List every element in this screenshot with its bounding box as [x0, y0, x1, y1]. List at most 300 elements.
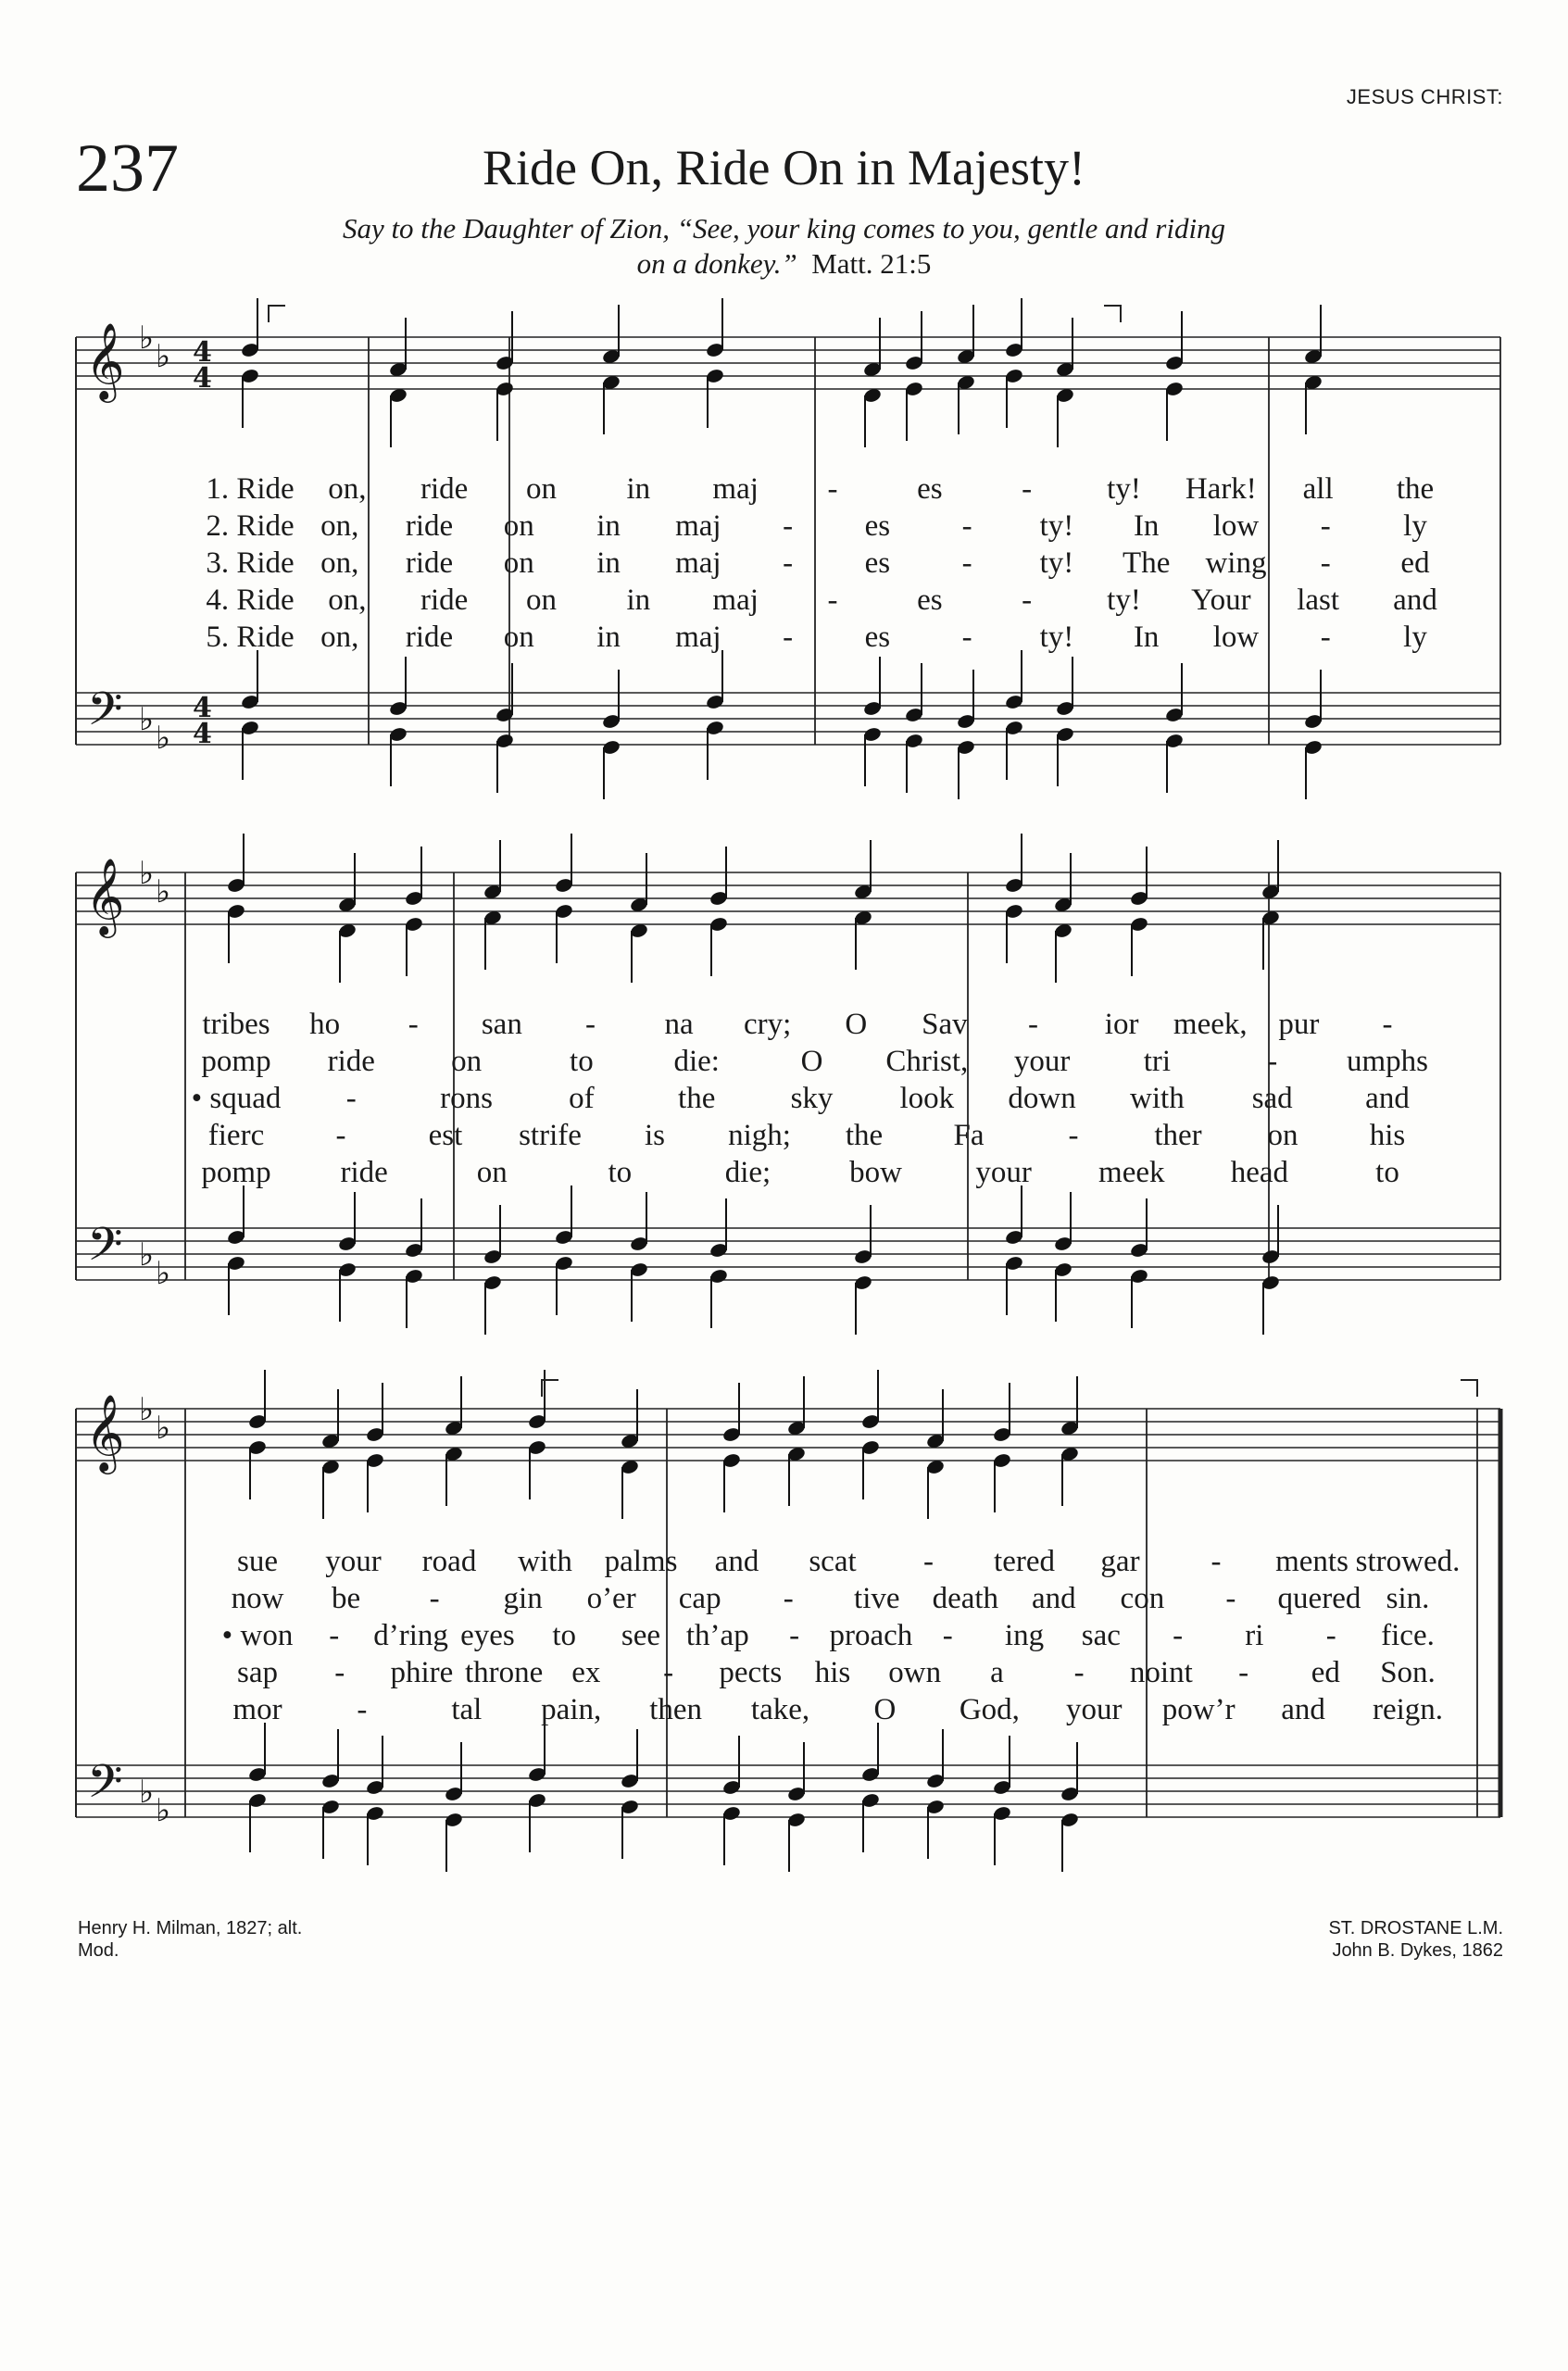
lyric-syllable: to	[570, 1045, 594, 1078]
lyric-syllable: a	[990, 1656, 1004, 1689]
lyric-syllable: with	[518, 1545, 572, 1578]
alto-note	[240, 368, 259, 428]
lyric-syllable: his	[1369, 1119, 1406, 1152]
phrase-bracket-left	[269, 306, 285, 322]
lyric-syllable: gin	[503, 1582, 543, 1615]
lyric-syllable: sky	[790, 1082, 834, 1115]
tenor-note	[320, 1729, 340, 1789]
soprano-note	[388, 318, 408, 378]
lyric-syllable: death	[932, 1582, 999, 1615]
tenor-note	[956, 670, 975, 730]
lyric-syllable: maj	[712, 472, 759, 506]
lyric-syllable: rons	[440, 1082, 494, 1115]
lyric-syllable: ride	[420, 583, 469, 617]
lyric-hyphen: -	[1325, 1619, 1336, 1652]
lyric-syllable: then	[649, 1693, 703, 1726]
bass-note	[247, 1792, 267, 1852]
lyric-syllable: and	[1281, 1693, 1325, 1726]
lyric-syllable: low	[1212, 509, 1260, 543]
lyric-syllable: con	[1120, 1582, 1165, 1615]
lyric-syllable: ty!	[1039, 509, 1074, 543]
lyric-hyphen: -	[1320, 621, 1331, 654]
tune-name: ST. DROSTANE L.M.	[1328, 1918, 1503, 1938]
bass-note	[1164, 733, 1184, 793]
tenor-note	[527, 1723, 546, 1783]
soprano-note	[862, 318, 882, 378]
lyric-syllable: strowed.	[1355, 1545, 1461, 1578]
lyric-hyphen: -	[942, 1619, 953, 1652]
lyric-syllable: road	[421, 1545, 477, 1578]
lyric-syllable: Hark!	[1185, 472, 1257, 506]
lyric-syllable: and	[1393, 583, 1437, 617]
epigraph-line-1: Say to the Daughter of Zion, “See, your king comes to you, gentle and riding	[342, 212, 1226, 245]
lyric-syllable: Son.	[1380, 1656, 1436, 1689]
lyric-syllable: on,	[328, 472, 367, 506]
soprano-note	[1261, 840, 1280, 900]
time-signature-numerator: 4	[193, 336, 212, 369]
alto-note	[554, 903, 573, 963]
soprano-note	[247, 1370, 267, 1430]
lyric-syllable: Christ,	[885, 1045, 969, 1078]
soprano-note	[226, 834, 245, 894]
bass-note	[721, 1805, 741, 1865]
lyric-syllable: on,	[320, 509, 359, 543]
lyric-syllable: es	[864, 546, 891, 580]
lyric-syllable: In	[1133, 621, 1160, 654]
lyric-syllable: take,	[750, 1693, 810, 1726]
alto-note	[226, 903, 245, 963]
lyric-syllable: on,	[320, 546, 359, 580]
lyric-syllable: in	[626, 583, 651, 617]
alto-note	[495, 381, 514, 441]
lyric-hyphen: -	[827, 472, 838, 506]
tenor-note	[444, 1742, 463, 1802]
composer: John B. Dykes, 1862	[1332, 1940, 1503, 1961]
alto-note	[1261, 910, 1280, 970]
lyric-syllable: with	[1130, 1082, 1185, 1115]
bass-note	[904, 733, 923, 793]
lyric-syllable: cap	[678, 1582, 721, 1615]
lyric-syllable: meek,	[1173, 1008, 1248, 1041]
soprano-note	[709, 847, 728, 907]
lyric-syllable: his	[814, 1656, 851, 1689]
tenor-note	[620, 1729, 639, 1789]
time-signature-denominator: 4	[193, 362, 212, 395]
lyric-syllable: reign.	[1372, 1693, 1444, 1726]
lyric-syllable: ri	[1245, 1619, 1264, 1652]
tenor-note	[705, 650, 724, 710]
music-system-2	[76, 872, 1500, 1280]
lyric-syllable: fierc	[207, 1119, 265, 1152]
soprano-note	[853, 840, 872, 900]
tenor-note	[629, 1192, 648, 1252]
bass-staff	[76, 1765, 1500, 1817]
alto-note	[629, 922, 648, 983]
lyric-hyphen: -	[663, 1656, 674, 1689]
lyric-syllable: to	[552, 1619, 577, 1652]
bass-note	[853, 1274, 872, 1335]
tune-credit	[1328, 1917, 1503, 1962]
lyric-syllable: Sav	[922, 1008, 968, 1041]
lyric-syllable: ly	[1403, 509, 1427, 543]
tenor-note	[1004, 1186, 1023, 1246]
alto-note	[860, 1439, 880, 1499]
lyric-syllable: In	[1133, 509, 1160, 543]
hymn-number: 237	[76, 131, 179, 207]
bass-note	[992, 1805, 1011, 1865]
lyric-syllable: es	[864, 509, 891, 543]
lyric-syllable: on	[451, 1045, 483, 1078]
lyric-syllable: of	[569, 1082, 595, 1115]
lyric-syllable: pects	[719, 1656, 783, 1689]
treble-staff	[76, 1409, 1500, 1461]
lyric-syllable: phire	[390, 1656, 454, 1689]
lyric-syllable: on	[503, 509, 534, 543]
bass-note	[388, 726, 408, 786]
lyric-syllable: in	[596, 621, 621, 654]
lyric-syllable: ho	[309, 1008, 341, 1041]
lyric-syllable: and	[714, 1545, 759, 1578]
alto-note	[862, 387, 882, 447]
lyric-syllable: maj	[712, 583, 759, 617]
lyric-syllable: ride	[405, 546, 454, 580]
soprano-note	[483, 840, 502, 900]
tenor-note	[1261, 1205, 1280, 1265]
flat-icon: ♭	[156, 1255, 171, 1292]
lyric-syllable: own	[888, 1656, 942, 1689]
lyric-syllable: pow’r	[1161, 1693, 1236, 1726]
lyric-hyphen: -	[357, 1693, 368, 1726]
bass-note	[925, 1799, 945, 1859]
lyric-syllable: • squad	[191, 1082, 282, 1115]
lyric-syllable: and	[1365, 1082, 1410, 1115]
lyric-syllable: ior	[1104, 1008, 1139, 1041]
lyric-syllable: ride	[340, 1156, 388, 1189]
lyric-syllable: to	[608, 1156, 633, 1189]
lyric-hyphen: -	[1238, 1656, 1249, 1689]
lyric-syllable: O	[873, 1693, 897, 1726]
soprano-note	[337, 853, 357, 913]
lyric-hyphen: -	[1028, 1008, 1039, 1041]
alto-note	[337, 922, 357, 983]
lyric-syllable: pomp	[201, 1045, 271, 1078]
lyric-syllable: on	[526, 472, 557, 506]
alto-note	[956, 374, 975, 434]
alto-note	[705, 368, 724, 428]
lyric-syllable: ty!	[1039, 546, 1074, 580]
lyric-syllable: ty!	[1107, 472, 1141, 506]
lyric-syllable: be	[331, 1582, 361, 1615]
bass-note	[240, 720, 259, 780]
bass-note	[1129, 1268, 1148, 1328]
flat-icon: ♭	[139, 1391, 155, 1428]
soprano-note	[404, 847, 423, 907]
lyric-syllable: down	[1008, 1082, 1076, 1115]
tenor-note	[601, 670, 621, 730]
lyric-syllable: ex	[571, 1656, 601, 1689]
alto-note	[483, 910, 502, 970]
tenor-note	[1004, 650, 1023, 710]
alto-note	[721, 1452, 741, 1512]
alto-note	[601, 374, 621, 434]
tenor-note	[1053, 1192, 1073, 1252]
flat-icon: ♭	[139, 1236, 155, 1273]
lyric-hyphen: -	[827, 583, 838, 617]
lyric-hyphen: -	[783, 621, 794, 654]
alto-note	[1004, 368, 1023, 428]
lyric-syllable: pain,	[541, 1693, 602, 1726]
tenor-note	[240, 650, 259, 710]
lyric-syllable: ty!	[1039, 621, 1074, 654]
tenor-note	[860, 1723, 880, 1783]
alto-note	[1303, 374, 1323, 434]
bass-note	[860, 1792, 880, 1852]
lyric-syllable: scat	[809, 1545, 857, 1578]
lyric-syllable: maj	[675, 509, 721, 543]
lyric-syllable: ments	[1275, 1545, 1348, 1578]
soprano-note	[320, 1389, 340, 1449]
lyric-hyphen: -	[329, 1619, 340, 1652]
bass-note	[444, 1812, 463, 1872]
alto-note	[320, 1459, 340, 1519]
lyric-hyphen: -	[1173, 1619, 1184, 1652]
bass-note	[620, 1799, 639, 1859]
lyric-hyphen: -	[961, 546, 972, 580]
alto-note	[786, 1446, 806, 1506]
lyric-syllable: all	[1302, 472, 1334, 506]
lyric-syllable: ride	[327, 1045, 375, 1078]
flat-icon: ♭	[156, 1792, 171, 1829]
lyric-syllable: in	[596, 509, 621, 543]
bass-note	[1055, 726, 1074, 786]
bass-note	[1261, 1274, 1280, 1335]
soprano-note	[601, 305, 621, 365]
alto-note	[925, 1459, 945, 1519]
alto-note	[620, 1459, 639, 1519]
lyric-hyphen: -	[1210, 1545, 1222, 1578]
lyric-syllable: the	[845, 1119, 884, 1152]
lyric-hyphen: -	[923, 1545, 934, 1578]
bass-note	[337, 1261, 357, 1322]
lyric-syllable: quered	[1277, 1582, 1361, 1615]
bass-note	[862, 726, 882, 786]
lyric-syllable: die:	[673, 1045, 720, 1078]
soprano-note	[365, 1383, 384, 1443]
bass-note	[365, 1805, 384, 1865]
lyric-syllable: tive	[854, 1582, 900, 1615]
bass-note	[320, 1799, 340, 1859]
lyric-syllable: your	[1066, 1693, 1123, 1726]
lyric-syllable: Fa	[953, 1119, 985, 1152]
bass-note	[956, 739, 975, 799]
flat-icon: ♭	[139, 320, 155, 357]
lyric-syllable: • won	[221, 1619, 294, 1652]
soprano-note	[786, 1376, 806, 1436]
soprano-note	[1303, 305, 1323, 365]
lyric-syllable: die;	[724, 1156, 771, 1189]
bass-note	[1004, 1255, 1023, 1315]
tenor-note	[1060, 1742, 1079, 1802]
bass-note	[601, 739, 621, 799]
lyric-hyphen: -	[1382, 1008, 1393, 1041]
soprano-note	[1164, 311, 1184, 371]
soprano-note	[444, 1376, 463, 1436]
treble-staff	[76, 337, 1500, 389]
soprano-note	[1129, 847, 1148, 907]
alto-note	[1004, 903, 1023, 963]
bass-note	[786, 1812, 806, 1872]
lyric-syllable: maj	[675, 546, 721, 580]
lyric-syllable: ed	[1311, 1656, 1340, 1689]
alto-note	[527, 1439, 546, 1499]
lyric-syllable: umphs	[1346, 1045, 1429, 1078]
author-credit	[78, 1917, 302, 1962]
lyric-hyphen: -	[1320, 509, 1331, 543]
soprano-note	[554, 834, 573, 894]
alto-note	[904, 381, 923, 441]
lyric-syllable: sin.	[1386, 1582, 1430, 1615]
treble-clef-icon: 𝄞	[85, 321, 125, 399]
lyric-syllable: tri	[1143, 1045, 1172, 1078]
epigraph-reference: Matt. 21:5	[811, 247, 932, 280]
alto-note	[388, 387, 408, 447]
section-label: JESUS CHRIST:	[1346, 85, 1503, 108]
bass-clef-icon: 𝄢	[87, 1755, 123, 1820]
lyric-syllable: throne	[464, 1656, 544, 1689]
alto-note	[365, 1452, 384, 1512]
lyric-syllable: d’ring	[373, 1619, 448, 1652]
lyric-syllable: meek	[1098, 1156, 1165, 1189]
flat-icon: ♭	[156, 873, 171, 910]
lyric-hyphen: -	[1225, 1582, 1236, 1615]
lyric-hyphen: -	[961, 621, 972, 654]
lyric-syllable: now	[231, 1582, 284, 1615]
lyric-hyphen: -	[429, 1582, 440, 1615]
lyric-syllable: gar	[1100, 1545, 1140, 1578]
lyric-syllable: sad	[1251, 1082, 1293, 1115]
lyric-syllable: on	[1267, 1119, 1298, 1152]
lyric-syllable: ride	[420, 472, 469, 506]
phrase-bracket-right	[1461, 1380, 1477, 1397]
lyric-syllable: your	[325, 1545, 382, 1578]
lyric-syllable: bow	[849, 1156, 902, 1189]
alto-note	[1129, 916, 1148, 976]
bass-note	[495, 733, 514, 793]
lyric-syllable: noint	[1129, 1656, 1193, 1689]
phrase-bracket-right	[1104, 306, 1121, 322]
lyric-syllable: es	[917, 583, 943, 617]
lyric-syllable: est	[428, 1119, 463, 1152]
time-signature-numerator: 4	[193, 692, 212, 724]
soprano-note	[1060, 1376, 1079, 1436]
flat-icon: ♭	[156, 1410, 171, 1447]
soprano-note	[721, 1383, 741, 1443]
bass-clef-icon: 𝄢	[87, 683, 123, 747]
lyric-syllable: 2. Ride	[206, 509, 295, 543]
lyric-syllable: th’ap	[685, 1619, 749, 1652]
soprano-note	[925, 1389, 945, 1449]
bass-note	[554, 1255, 573, 1315]
tenor-note	[388, 657, 408, 717]
bass-note	[629, 1261, 648, 1322]
soprano-note	[1053, 853, 1073, 913]
lyric-syllable: 3. Ride	[206, 546, 295, 580]
bass-note	[226, 1255, 245, 1315]
flat-icon: ♭	[156, 720, 171, 757]
lyric-syllable: ty!	[1107, 583, 1141, 617]
lyric-syllable: o’er	[586, 1582, 636, 1615]
soprano-note	[904, 311, 923, 371]
lyric-syllable: your	[975, 1156, 1032, 1189]
soprano-note	[1004, 834, 1023, 894]
tenor-note	[786, 1742, 806, 1802]
lyric-syllable: to	[1375, 1156, 1399, 1189]
soprano-note	[1004, 298, 1023, 358]
lyric-hyphen: -	[783, 546, 794, 580]
lyric-hyphen: -	[1073, 1656, 1085, 1689]
lyric-syllable: ing	[1004, 1619, 1045, 1652]
lyric-syllable: on	[476, 1156, 508, 1189]
lyric-syllable: 4. Ride	[206, 583, 295, 617]
soprano-note	[620, 1389, 639, 1449]
tenor-note	[862, 657, 882, 717]
lyric-syllable: tal	[451, 1693, 483, 1726]
time-signature-denominator: 4	[193, 718, 212, 750]
soprano-note	[992, 1383, 1011, 1443]
tenor-note	[1303, 670, 1323, 730]
lyric-hyphen: -	[1267, 1045, 1278, 1078]
bass-note	[709, 1268, 728, 1328]
flat-icon: ♭	[139, 701, 155, 738]
lyric-hyphen: -	[334, 1656, 345, 1689]
lyric-syllable: is	[644, 1119, 666, 1152]
lyric-syllable: mor	[232, 1693, 282, 1726]
lyric-syllable: ther	[1154, 1119, 1202, 1152]
lyric-hyphen: -	[1068, 1119, 1079, 1152]
lyric-syllable: head	[1230, 1156, 1289, 1189]
lyric-syllable: es	[917, 472, 943, 506]
tenor-note	[337, 1192, 357, 1252]
soprano-note	[956, 305, 975, 365]
lyric-hyphen: -	[961, 509, 972, 543]
author-line: Henry H. Milman, 1827; alt.	[78, 1918, 303, 1938]
lyric-syllable: tered	[994, 1545, 1055, 1578]
soprano-note	[860, 1370, 880, 1430]
bass-note	[1004, 720, 1023, 780]
bass-note	[1053, 1261, 1073, 1322]
lyric-syllable: ly	[1403, 621, 1427, 654]
lyric-hyphen: -	[584, 1008, 596, 1041]
lyric-syllable: in	[596, 546, 621, 580]
lyric-syllable: wing	[1205, 546, 1267, 580]
alto-note	[992, 1452, 1011, 1512]
lyric-syllable: on	[526, 583, 557, 617]
alto-note	[444, 1446, 463, 1506]
lyric-syllable: O	[800, 1045, 823, 1078]
lyric-syllable: on	[503, 621, 534, 654]
lyric-syllable: tribes	[202, 1008, 270, 1041]
tenor-note	[483, 1205, 502, 1265]
soprano-note	[495, 311, 514, 371]
lyric-syllable: on,	[320, 621, 359, 654]
bass-note	[1303, 739, 1323, 799]
lyric-syllable: 5. Ride	[206, 621, 295, 654]
lyric-syllable: your	[1013, 1045, 1071, 1078]
lyric-syllable: sac	[1081, 1619, 1121, 1652]
hymn-title: Ride On, Ride On in Majesty!	[483, 140, 1085, 195]
lyric-syllable: sap	[237, 1656, 278, 1689]
lyric-syllable: The	[1123, 546, 1171, 580]
